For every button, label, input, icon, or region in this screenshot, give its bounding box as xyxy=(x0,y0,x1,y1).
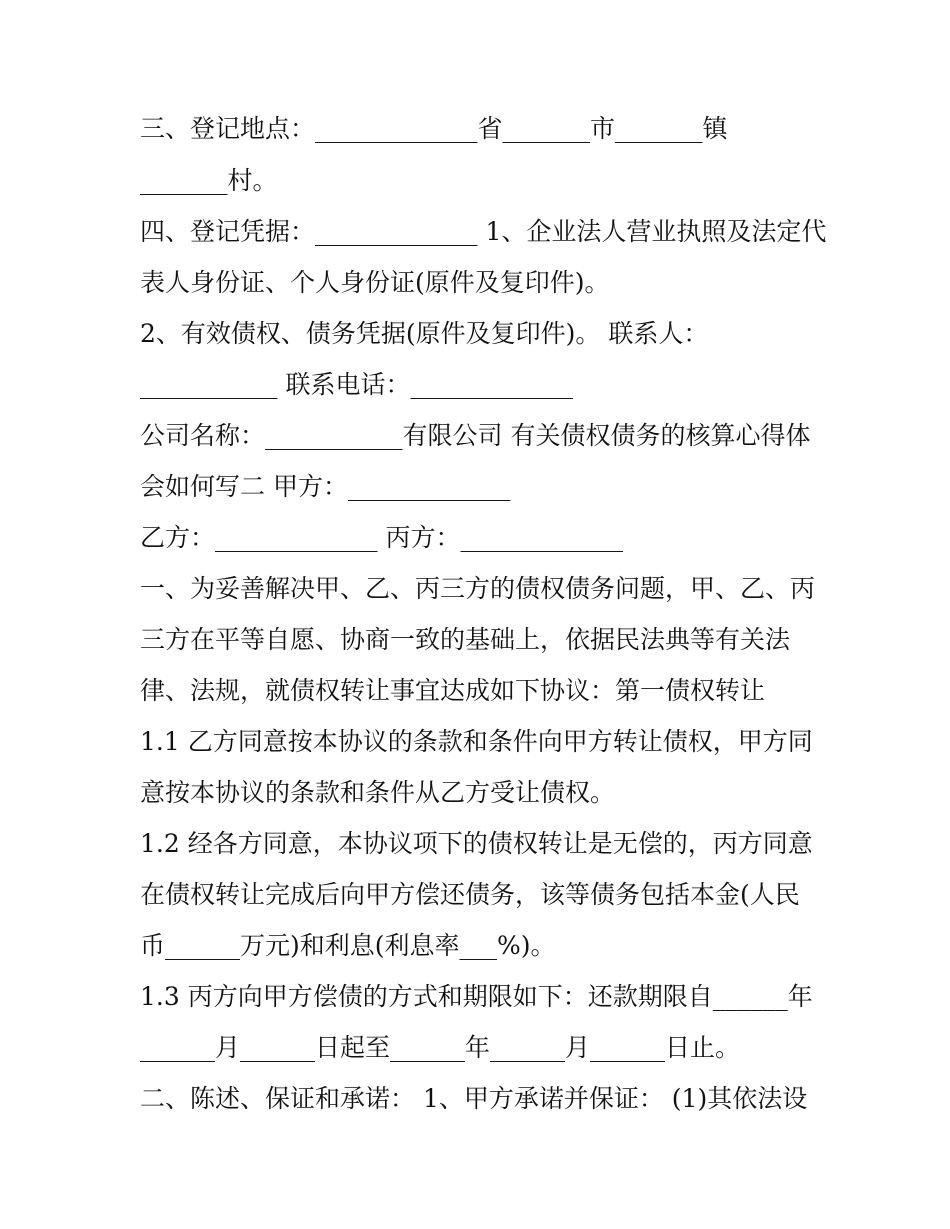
text-line: 表人身份证、个人身份证(原件及复印件)。 xyxy=(140,268,610,297)
text-line: 公司名称：___________有限公司 有关债权债务的核算心得体 xyxy=(140,421,811,450)
text-line: 1.2 经各方同意，本协议项下的债权转让是无偿的，丙方同意 xyxy=(140,829,813,858)
text-line: ______月______日起至______年______月______日止。 xyxy=(140,1033,741,1062)
text-line: 四、登记凭据：_____________ 1、企业法人营业执照及法定代 xyxy=(140,217,827,246)
text-line: 会如何写二 甲方：_____________ xyxy=(140,472,511,501)
text-line: 乙方：_____________ 丙方：_____________ xyxy=(140,523,623,552)
text-line: 2、有效债权、债务凭据(原件及复印件)。 联系人： xyxy=(140,319,709,348)
text-line: 律、法规，就债权转让事宜达成如下协议：第一债权转让 xyxy=(140,676,766,705)
text-line: 币______万元)和利息(利息率___%)。 xyxy=(140,931,556,960)
text-line: _______村。 xyxy=(140,166,278,195)
text-line: 1.1 乙方同意按本协议的条款和条件向甲方转让债权，甲方同 xyxy=(140,727,813,756)
text-line: 三方在平等自愿、协商一致的基础上，依据民法典等有关法 xyxy=(140,625,791,654)
text-line: 意按本协议的条款和条件从乙方受让债权。 xyxy=(140,778,616,807)
text-line: 一、为妥善解决甲、乙、丙三方的债权债务问题，甲、乙、丙 xyxy=(140,574,816,603)
text-line: 三、登记地点：_____________省_______市_______镇 xyxy=(140,114,728,143)
text-line: 在债权转让完成后向甲方偿还债务，该等债务包括本金(人民 xyxy=(140,880,800,909)
text-line: 1.3 丙方向甲方偿债的方式和期限如下：还款期限自______年 xyxy=(140,982,813,1011)
text-line: ___________ 联系电话：_____________ xyxy=(140,370,573,399)
text-line: 二、陈述、保证和承诺： 1、甲方承诺并保证： (1)其依法设 xyxy=(140,1084,808,1113)
